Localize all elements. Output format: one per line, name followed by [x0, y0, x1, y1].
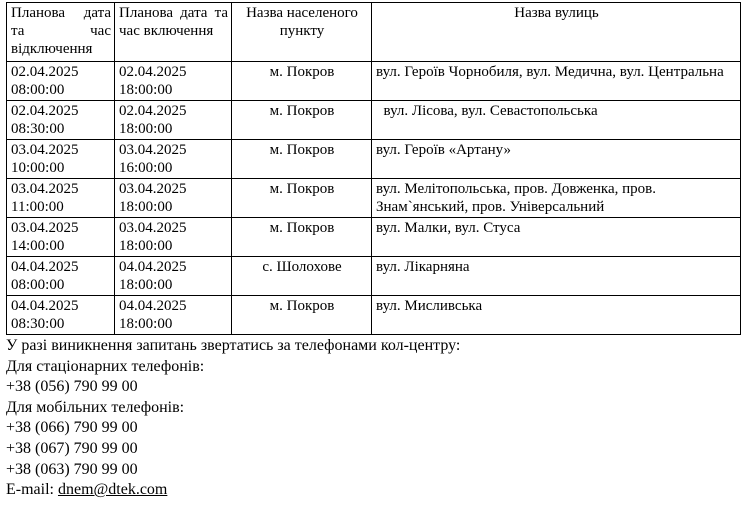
off-date: 03.04.2025 — [11, 142, 79, 158]
email-label: E-mail: — [6, 481, 54, 499]
off-datetime-cell — [7, 140, 115, 179]
document-page — [6, 2, 740, 501]
streets-cell: вул. Лісова, вул. Севастопольська — [372, 101, 741, 140]
on-date: 04.04.2025 — [119, 298, 187, 314]
off-datetime-cell — [7, 101, 115, 140]
on-datetime-cell — [115, 179, 232, 218]
on-date: 03.04.2025 — [119, 142, 187, 158]
off-date: 02.04.2025 — [11, 103, 79, 119]
off-datetime-cell — [7, 62, 115, 101]
on-datetime-cell — [115, 101, 232, 140]
table-row — [7, 218, 741, 257]
email-link[interactable]: dnem@dtek.com — [57, 481, 168, 499]
table-header-row — [7, 3, 741, 62]
table-row — [7, 296, 741, 335]
off-datetime-cell — [7, 179, 115, 218]
off-date: 04.04.2025 — [11, 259, 79, 275]
off-time: 11:00:00 — [11, 199, 64, 215]
on-time: 18:00:00 — [119, 277, 173, 293]
on-date: 02.04.2025 — [119, 103, 187, 119]
outage-schedule-table — [6, 2, 741, 335]
on-date: 03.04.2025 — [119, 181, 187, 197]
streets-cell: вул. Мисливська — [372, 296, 741, 335]
on-time: 18:00:00 — [119, 121, 173, 137]
on-datetime-cell — [115, 296, 232, 335]
on-datetime-cell — [115, 62, 232, 101]
streets-cell: вул. Героїв «Артану» — [372, 140, 741, 179]
header-off-datetime: Планова дата та час відключення — [7, 3, 115, 62]
header-settlement: Назва населеного пункту — [232, 3, 372, 62]
settlement-cell: м. Покров — [232, 218, 372, 257]
on-datetime-cell — [115, 140, 232, 179]
settlement-cell: м. Покров — [232, 101, 372, 140]
settlement-cell: м. Покров — [232, 179, 372, 218]
landline-label: Для стаціонарних телефонів: — [6, 357, 205, 375]
mobile-label: Для мобільних телефонів: — [6, 398, 185, 416]
off-date: 04.04.2025 — [11, 298, 79, 314]
off-datetime-cell — [7, 257, 115, 296]
on-time: 18:00:00 — [119, 238, 173, 254]
streets-cell: вул. Мелітопольська, пров. Довженка, пров. Знам`янський, пров. Універсальний — [372, 179, 741, 218]
mobile-phone: +38 (067) 790 99 00 — [6, 439, 138, 457]
landline-phone: +38 (056) 790 99 00 — [6, 378, 138, 396]
settlement-cell: с. Шолохове — [232, 257, 372, 296]
off-date: 03.04.2025 — [11, 220, 79, 236]
off-date: 02.04.2025 — [11, 64, 79, 80]
streets-cell: вул. Героїв Чорнобиля, вул. Медична, вул. Центральна — [372, 62, 741, 101]
settlement-cell: м. Покров — [232, 296, 372, 335]
contact-intro: У разі виникнення запитань звертатись за телефонами кол-центру: — [6, 337, 461, 354]
email-line — [6, 480, 740, 501]
table-body — [7, 62, 741, 335]
on-date: 02.04.2025 — [119, 64, 187, 80]
off-time: 14:00:00 — [11, 238, 65, 254]
on-datetime-cell — [115, 218, 232, 257]
off-time: 10:00:00 — [11, 160, 65, 176]
table-row — [7, 140, 741, 179]
contact-info — [6, 336, 740, 501]
on-datetime-cell — [115, 257, 232, 296]
settlement-cell: м. Покров — [232, 62, 372, 101]
off-time: 08:00:00 — [11, 277, 65, 293]
on-time: 18:00:00 — [119, 82, 173, 98]
off-time: 08:30:00 — [11, 316, 65, 332]
mobile-phone: +38 (063) 790 99 00 — [6, 460, 138, 478]
off-date: 03.04.2025 — [11, 181, 79, 197]
off-datetime-cell — [7, 296, 115, 335]
on-time: 18:00:00 — [119, 316, 173, 332]
on-date: 03.04.2025 — [119, 220, 187, 236]
table-row — [7, 257, 741, 296]
settlement-cell: м. Покров — [232, 140, 372, 179]
header-on-datetime: Планова дата та час включення — [115, 3, 232, 62]
table-row — [7, 62, 741, 101]
table-row — [7, 101, 741, 140]
off-time: 08:00:00 — [11, 82, 65, 98]
on-time: 16:00:00 — [119, 160, 173, 176]
table-row — [7, 179, 741, 218]
streets-cell: вул. Малки, вул. Стуса — [372, 218, 741, 257]
mobile-phone: +38 (066) 790 99 00 — [6, 419, 138, 437]
off-datetime-cell — [7, 218, 115, 257]
header-streets: Назва вулиць — [372, 3, 741, 62]
on-date: 04.04.2025 — [119, 259, 187, 275]
streets-cell: вул. Лікарняна — [372, 257, 741, 296]
off-time: 08:30:00 — [11, 121, 65, 137]
on-time: 18:00:00 — [119, 199, 173, 215]
